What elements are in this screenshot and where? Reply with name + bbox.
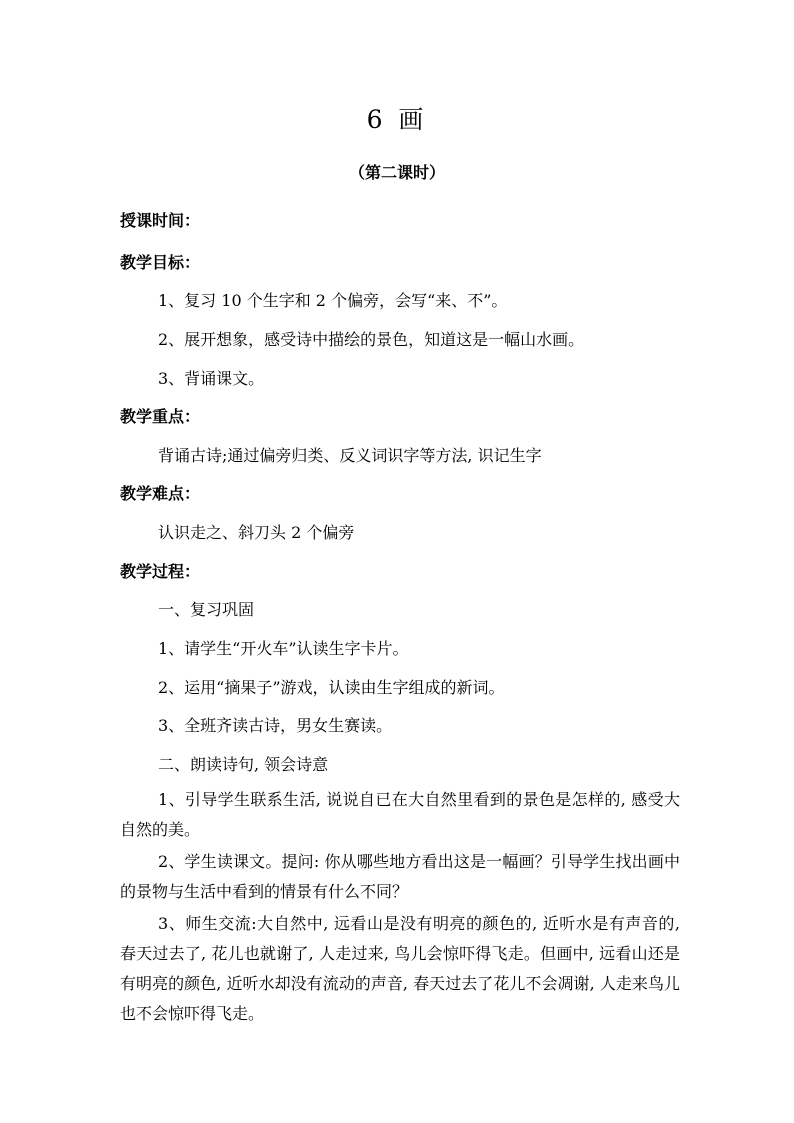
goal-item: 1、复习 10 个生字和 2 个偏旁，会写“来、不”。 [158, 291, 508, 310]
difficulty-heading: 教学难点： [120, 484, 201, 503]
process-item: 1、请学生“开火车”认读生字卡片。 [158, 639, 409, 658]
page-title: 6 画 [366, 105, 428, 134]
goal-item: 3、背诵课文。 [158, 369, 265, 388]
process-paragraph: 3、师生交流:大自然中, 远看山是没有明亮的颜色的, 近听水是有声音的, 春天过去了, 花儿也就谢了, 人走过来, 鸟儿会惊吓得飞走。但画中, 远看山还是有明亮的颜色, 近听水却没有流动的声音, 春天过去了花儿不会凋谢, 人走来鸟儿也不会惊吓得飞走。 [120, 914, 680, 1023]
section-title: 二、朗读诗句, 领会诗意 [158, 755, 329, 774]
process-item: 2、运用“摘果子”游戏，认读由生字组成的新词。 [158, 678, 505, 697]
process-paragraph: 2、学生读课文。提问: 你从哪些地方看出这是一幅画？引导学生找出画中的景物与生活中看到的情景有什么不同？ [120, 852, 680, 901]
process-paragraph: 1、引导学生联系生活, 说说自已在大自然里看到的景色是怎样的, 感受大自然的美。 [120, 790, 680, 839]
section-title: 一、复习巩固 [158, 600, 255, 619]
time-heading: 授课时间： [120, 211, 201, 230]
key-points-heading: 教学重点： [120, 407, 201, 426]
difficulty-text: 认识走之、斜刀头 2 个偏旁 [158, 523, 355, 542]
goals-heading: 教学目标： [120, 253, 201, 272]
process-heading: 教学过程： [120, 562, 201, 581]
goal-item: 2、展开想象，感受诗中描绘的景色，知道这是一幅山水画。 [158, 330, 585, 349]
process-item: 3、全班齐读古诗，男女生赛读。 [158, 716, 393, 735]
page-subtitle: （第二课时） [348, 163, 445, 182]
key-points-text: 背诵古诗;通过偏旁归类、反义词识字等方法, 识记生字 [158, 446, 542, 465]
